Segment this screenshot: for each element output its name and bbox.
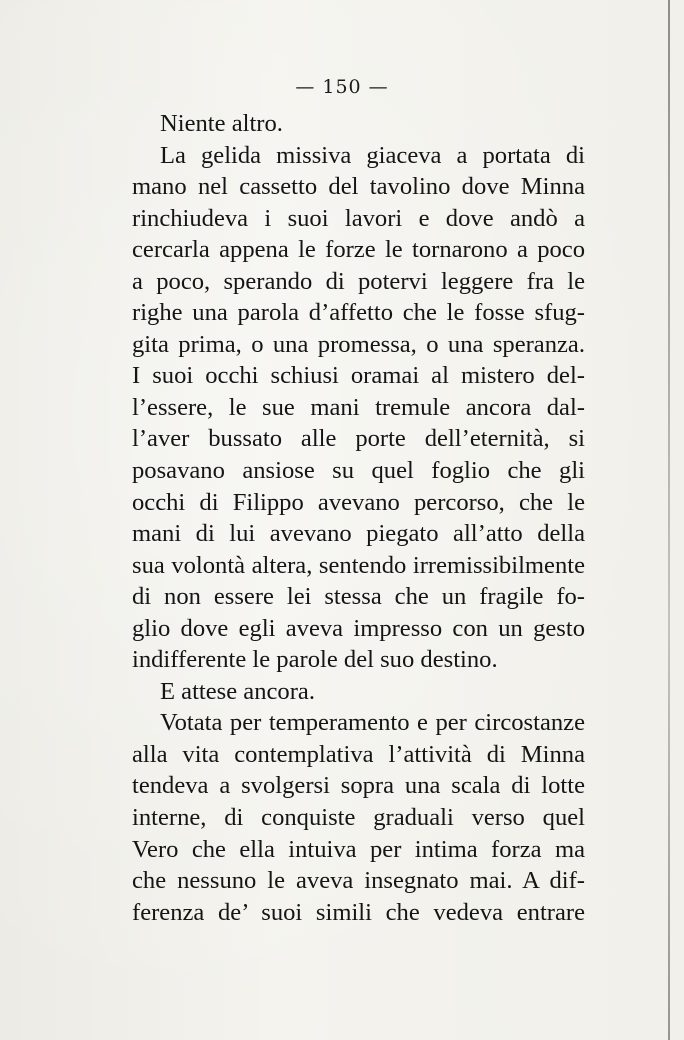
text-line: l’aver bussato alle porte dell’eternità, si	[132, 425, 585, 453]
text-line: occhi di Filippo avevano percorso, che le	[132, 488, 585, 516]
page-number: — 150 —	[295, 76, 389, 98]
text-line: a poco, sperando di potervi leggere fra le	[132, 267, 585, 295]
text-line: alla vita contemplativa l’attività di Minna	[132, 740, 585, 768]
text-line: sua volontà altera, sentendo irremissibilmente	[132, 551, 585, 579]
text-line: di non essere lei stessa che un fragile fo-	[132, 583, 585, 611]
text-line: glio dove egli aveva impresso con un gesto	[132, 614, 585, 642]
text-line: l’essere, le sue mani tremule ancora dal-	[132, 393, 585, 421]
text-line: I suoi occhi schiusi oramai al mistero del-	[132, 362, 585, 390]
text-line: rinchiudeva i suoi lavori e dove andò a	[132, 204, 585, 232]
text-line: E attese ancora.	[160, 677, 315, 705]
text-line: ferenza de’ suoi simili che vedeva entrare	[132, 898, 585, 926]
text-line: indifferente le parole del suo destino.	[132, 646, 498, 674]
text-line: La gelida missiva giaceva a portata di	[160, 141, 585, 169]
page-edge	[668, 0, 670, 1040]
text-line: che nessuno le aveva insegnato mai. A dif-	[132, 867, 585, 895]
text-line: Niente altro.	[160, 110, 283, 137]
text-line: Votata per temperamento e per circostanze	[160, 709, 585, 737]
text-line: tendeva a svolgersi sopra una scala di lotte	[132, 772, 585, 800]
text-line: gita prima, o una promessa, o una speranza.	[132, 330, 585, 358]
text-line: Vero che ella intuiva per intima forza ma	[132, 835, 585, 863]
text-line: righe una parola d’affetto che le fosse sfug-	[132, 299, 585, 327]
text-line: mano nel cassetto del tavolino dove Minna	[132, 173, 585, 201]
text-line: posavano ansiose su quel foglio che gli	[132, 457, 585, 485]
text-line: interne, di conquiste graduali verso quel	[132, 804, 585, 832]
body-text	[132, 108, 585, 928]
text-line: mani di lui avevano piegato all’atto della	[132, 520, 585, 548]
text-line: cercarla appena le forze le tornarono a poco	[132, 236, 585, 264]
